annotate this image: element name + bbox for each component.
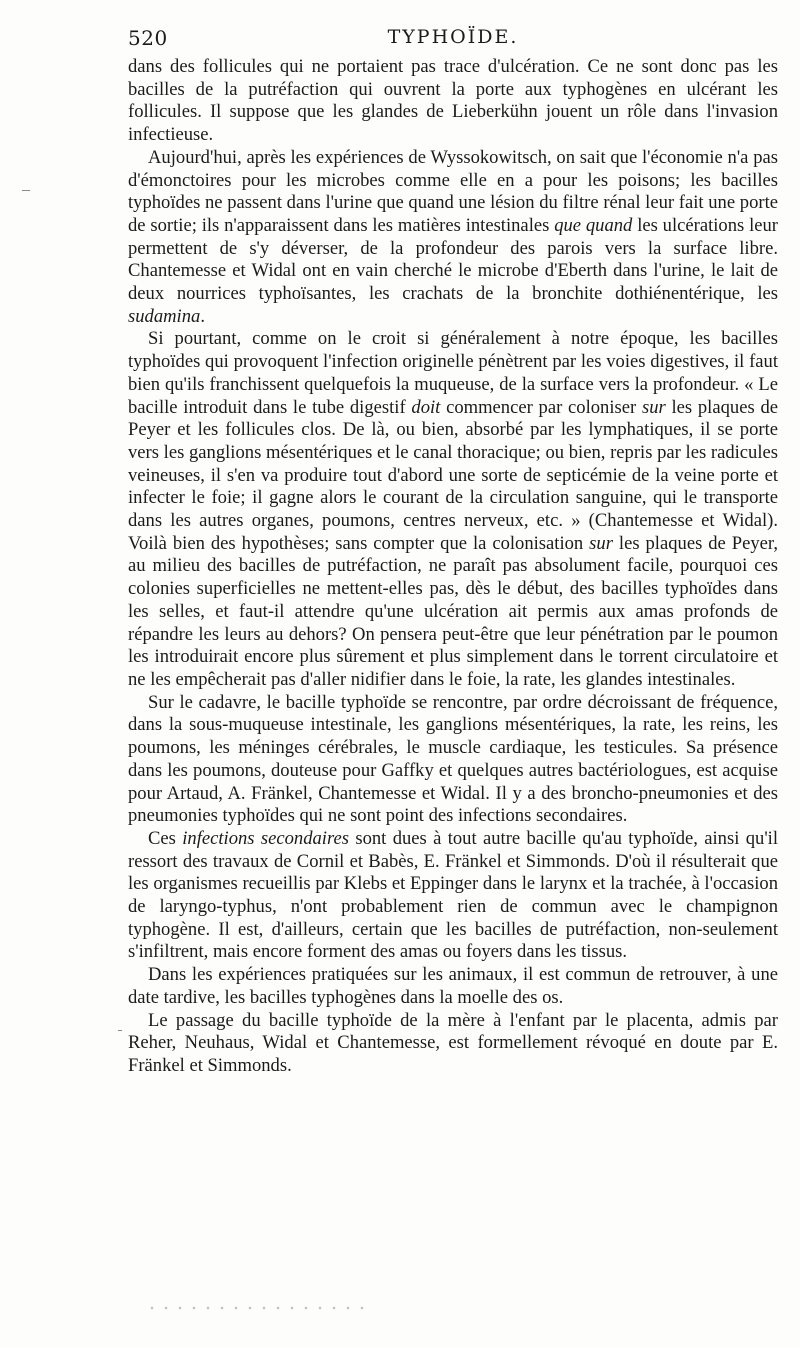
paragraph: [128, 692, 778, 828]
italic-text: que quand: [554, 214, 633, 236]
body-text: [128, 56, 778, 1078]
text-run: Dans les expériences pratiquées sur les animaux, il est commun de retrouver, à une date tardive, les bacilles typhogènes dans la moelle des os.: [128, 964, 778, 1008]
page-header: [128, 26, 778, 54]
margin-mark: [22, 190, 30, 191]
text-run: .: [200, 305, 205, 327]
text-run: Si pourtant, comme on le croit si généralement à notre époque, les bacilles typhoïdes qui provoquent l'infection originelle pénètrent par les voies digestives, il faut bien qu'ils franchissent quelquefois la muqueuse, de la surface vers la profondeur. « Le bacille introduit dans le tube digestif: [128, 328, 778, 418]
italic-text: doit: [411, 396, 441, 418]
margin-mark: [118, 1030, 122, 1031]
text-run: dans des follicules qui ne portaient pas trace d'ulcération. Ce ne sont donc pas les bacilles de la putréfaction qui ouvrent la porte aux typhogènes en ulcérant les follicules. Il suppose que les glandes de Lieberkühn jouent un rôle dans l'invasion infectieuse.: [128, 56, 778, 146]
italic-text: sudamina: [128, 305, 201, 327]
page-number: 520: [128, 26, 168, 50]
italic-text: sur: [589, 532, 613, 554]
text-run: Sur le cadavre, le bacille typhoïde se rencontre, par ordre décroissant de fréquence, dans la sous-muqueuse intestinale, les ganglions mésentériques, la rate, les reins, les poumons, les méninges cérébrales, le muscle cardiaque, les testicules. Sa présence dans les poumons, douteuse pour Gaffky et quelques autres bactériologues, est acquise pour Artaud, A. Fränkel, Chantemesse et Widal. Il y a des broncho-pneumonies et des pneumonies typhoïdes qui ne sont point des infections secondaires.: [128, 691, 778, 827]
text-run: les plaques de Peyer et les follicules clos. De là, ou bien, absorbé par les lymphatiques, il se porte vers les ganglions mésentériques et le canal thoracique; ou bien, repris par les radicules veineuses, il s'en va produire tout d'abord une sorte de septicémie de la veine porte et infecter le foie; il gagne alors le courant de la circulation sanguine, qui le transporte dans les autres organes, poumons, centres nerveux, etc. » (Chantemesse et Widal). Voilà bien des hypothèses; sans compter que la colonisation: [128, 396, 778, 554]
text-run: sont dues à tout autre bacille qu'au typhoïde, ainsi qu'il ressort des travaux de Cornil et Babès, E. Fränkel et Simmonds. D'où il résulterait que les organismes recueillis par Klebs et Eppinger dans le larynx et la trachée, à l'occasion de laryngo-typhus, n'ont probablement rien de commun avec le champignon typhogène. Il est, d'ailleurs, certain que les bacilles de putréfaction, non-seulement s'infiltrent, mais encore forment des amas ou foyers dans les tissus.: [128, 827, 779, 963]
text-run: commencer par coloniser: [440, 396, 642, 418]
footer-dots: [145, 1305, 365, 1311]
text-run: les plaques de Peyer, au milieu des bacilles de putréfaction, ne paraît pas absolument facile, pourquoi ces colonies superficielles ne mettent-elles pas, dès le début, des bacilles typhoïdes dans les selles, et faut-il attendre qu'une ulcération ait permis aux amas profonds de répandre les leurs au dehors? On pensera peut-être que leur pénétration par le poumon les introduirait encore plus sûrement et plus simplement dans le torrent circulatoire et ne les empêcherait pas d'aller nidifier dans le foie, la rate, les glandes intestinales.: [128, 532, 778, 690]
text-run: Aujourd'hui, après les expériences de Wyssokowitsch, on sait que l'économie n'a pas d'émonctoires pour les microbes comme elle en a pour les poisons; les bacilles typhoïdes ne passent dans l'urine que quand une lésion du filtre rénal leur fait une porte de sortie; ils n'apparaissent dans les matières intestinales: [128, 146, 778, 236]
italic-text: infections secondaires: [182, 827, 350, 849]
running-title: TYPHOÏDE.: [387, 26, 519, 48]
text-run: les ulcérations leur permettent de s'y déverser, de la profondeur des parois vers la surface libre. Chantemesse et Widal ont en vain cherché le microbe d'Eberth dans l'urine, le lait de deux nourrices typhoïsantes, les crachats de la bronchite dothiénentérique, les: [128, 214, 778, 305]
paragraph: [128, 1010, 778, 1078]
text-run: Le passage du bacille typhoïde de la mère à l'enfant par le placenta, admis par Reher, Neuhaus, Widal et Chantemesse, est formellement révoqué en doute par E. Fränkel et Simmonds.: [128, 1009, 778, 1076]
paragraph: [128, 828, 778, 964]
italic-text: sur: [641, 396, 666, 418]
paragraph: [128, 147, 778, 329]
paragraph: [128, 328, 778, 691]
paragraph: [128, 964, 778, 1009]
text-run: Ces: [148, 827, 183, 849]
paragraph: [128, 56, 778, 147]
